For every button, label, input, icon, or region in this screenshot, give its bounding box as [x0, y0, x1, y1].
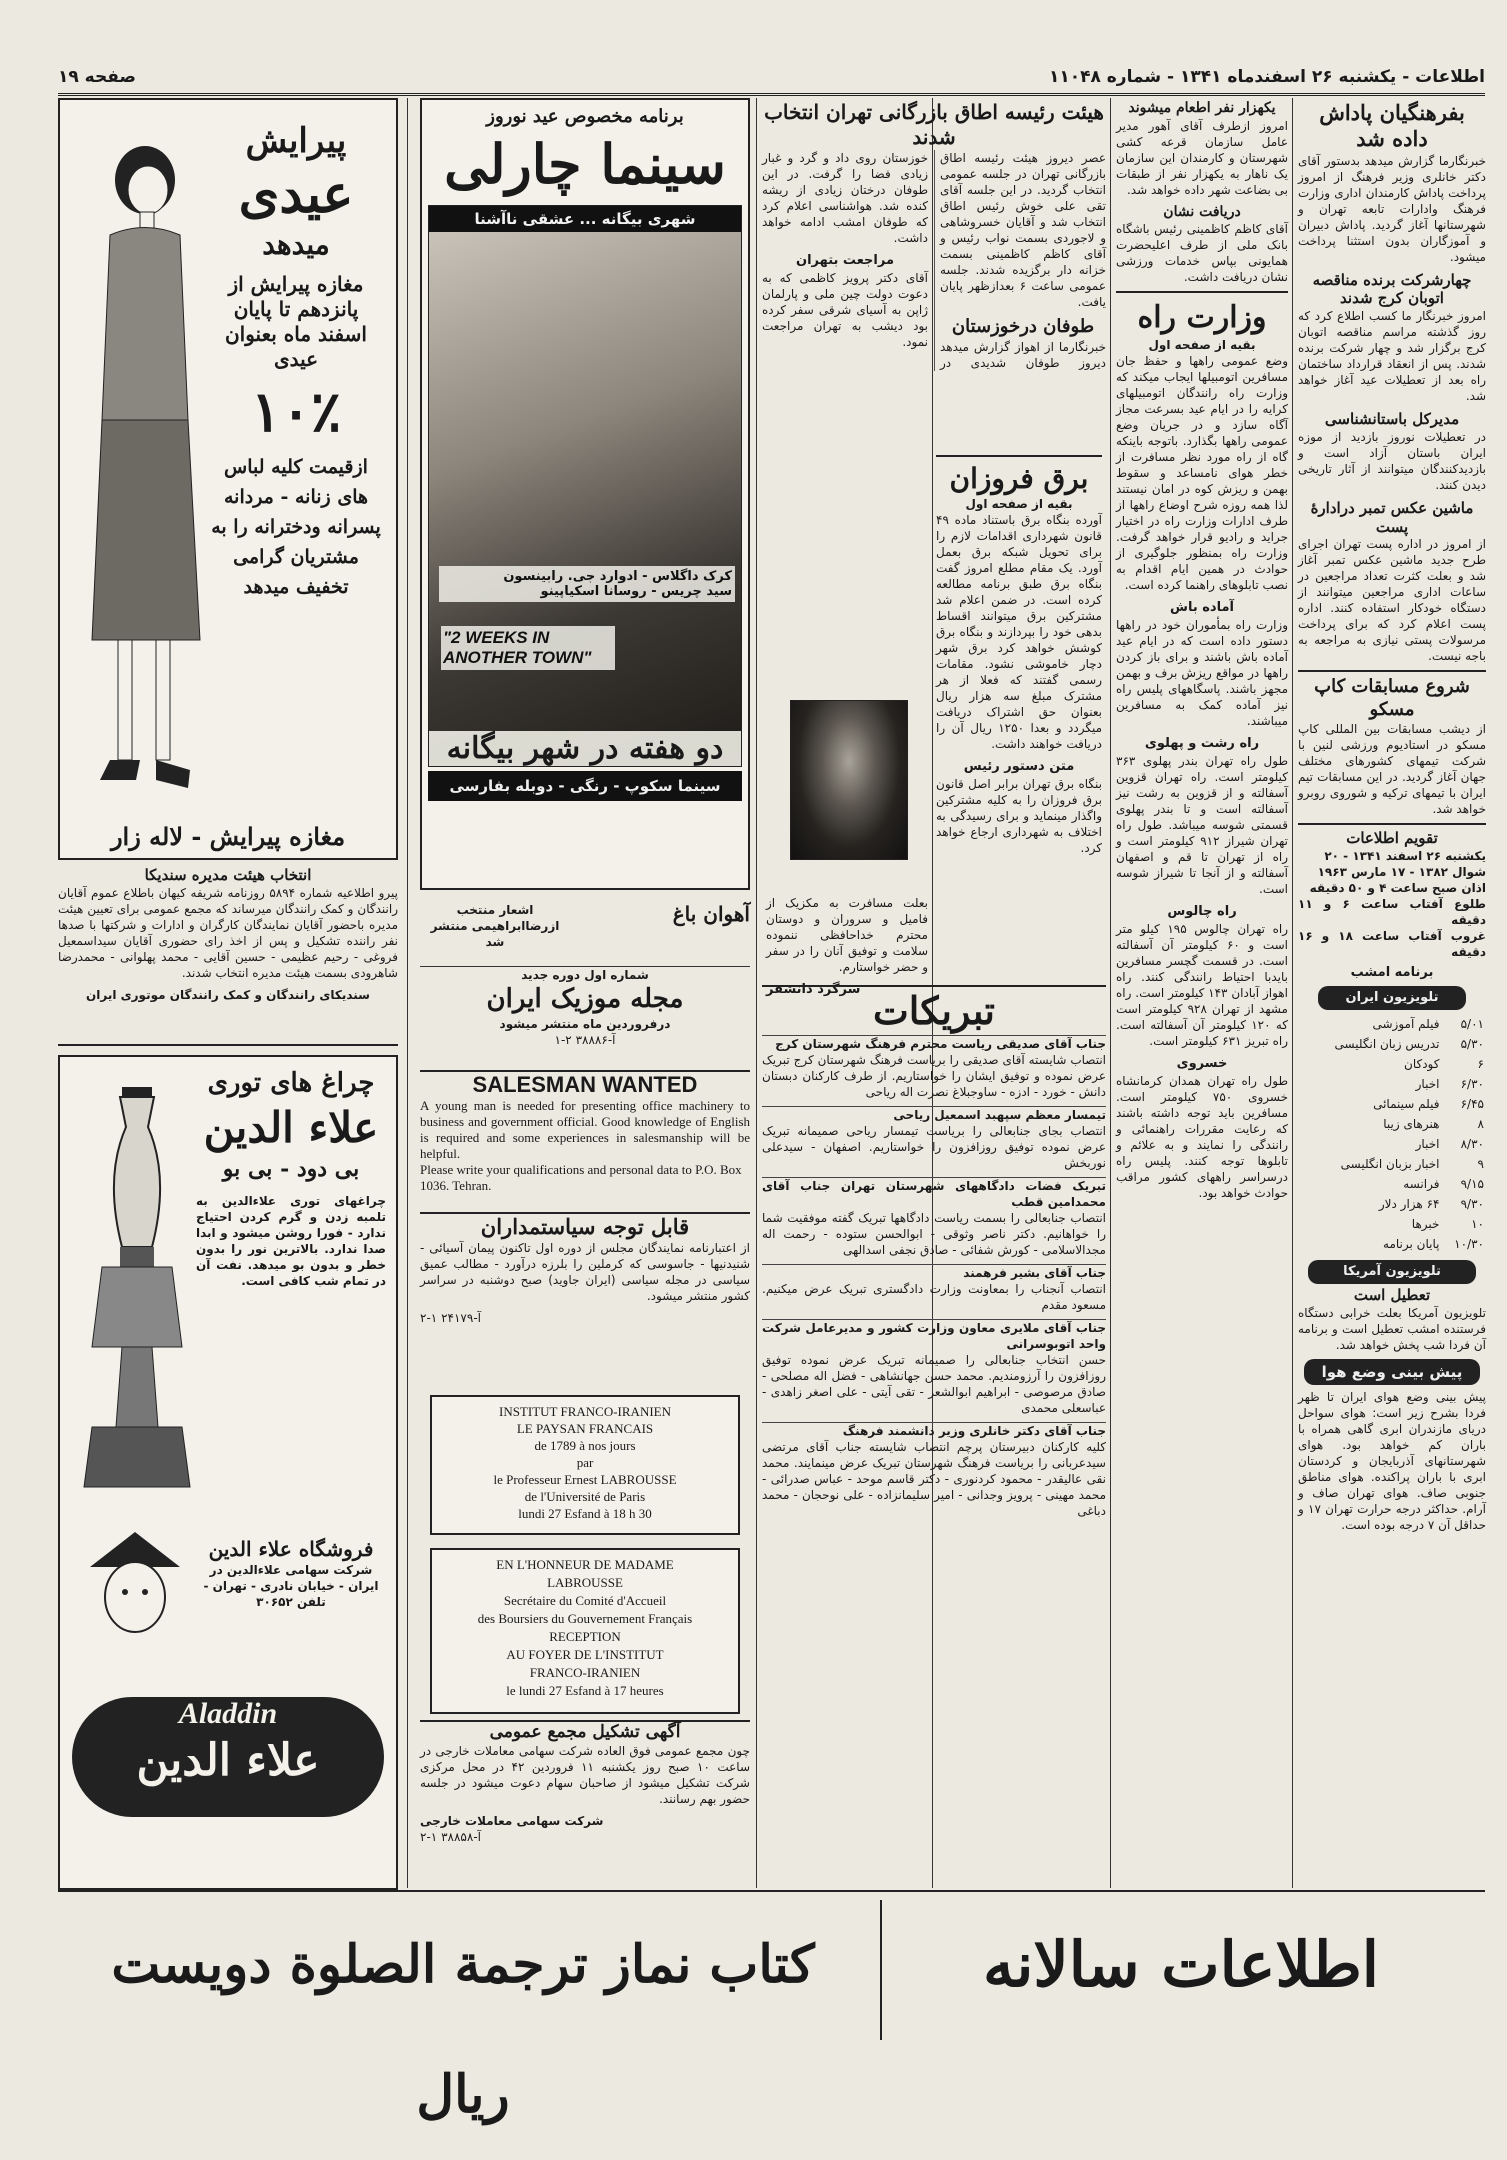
assembly-signer: شرکت سهامی معاملات خارجی [420, 1814, 604, 1829]
column-rule [1110, 98, 1111, 1888]
salon-footer: مغازه پیرایش - لاله زار [110, 822, 346, 851]
politicians-body: از اعتبارنامه نمایندگان مجلس از دوره اول تاکنون پیمان آسیائی - شنیدنیها - جاسوسی که کرملین را بلرزه درآورد - مطالب عمیق سیاسی در مجله سیاسی (ایران جاوید) صبح دوشنبه در سراسر کشور منتشر میشود. [420, 1241, 750, 1304]
headline: شروع مسابقات کاپ مسکو [1298, 670, 1486, 721]
institut-ad [430, 1395, 740, 1535]
article-body: خبرنگارما گزارش میدهد بدستور آقای دکتر خانلری وزیر فرهنگ از امروز پرداخت پاداش کارمندان اداری وزارت فرهنگ وادارات تابعه تهران و شهرستانها آغاز گردید. پاداش دبیران و آموزگاران بدون استثنا پرداخت میشود. [1298, 153, 1486, 264]
headline: ماشین عکس تمبر درادارهٔ پست [1310, 498, 1474, 536]
tabrik-body: انتصاب جنابعالی را بسمت ریاست دادگاهها تبریک گفته موفقیت شما را خواهانیم. دکتر ناصر وثوقی - ابوالحسن ستوده - رحمت اله مجدالاسلامی - کورش شفائی - صادق نجفی اسدالهی [762, 1210, 1106, 1257]
article-body: امروز ازطرف آقای آهور مدیر عامل سازمان قرعه کشی شهرستان و کارمندان این سازمان یک ناهار به یکهزار نفر از طبقات بی بضاعت شهر داده خواهد شد. [1116, 118, 1288, 197]
election-body: پیرو اطلاعیه شماره ۵۸۹۴ روزنامه شریفه کیهان باطلاع عموم آقایان رانندگان و کمک رانندگان میرساند که مجمع عمومی برای تعیین هیئت مدیره باحضور آقایان نمایندگان کارگران و ادارات و شرکتها با صدها نفر راننده تشکیل و پس از اخذ رای حضوری آقایان سیداسمعیل فروغی - رحیم عظیمی - حسین آقایی - محمد پهلوانی - محمدرضا شاهرودی بسمت هیئت مدیره انتخاب شدند. [58, 885, 398, 980]
article-body: آقای کاظم کاظمینی رئیس باشگاه بانک ملی از طرف اعلیحضرت همایونی بپاس خدمات ورزشی نشان دریافت داشت. [1116, 222, 1288, 284]
tabrik-head: جناب آقای دکتر خانلری وزیر دانشمند فرهنگ [762, 1422, 1106, 1439]
tabrik-head: جناب آقای ملایری معاون وزارت کشور و مدیرعامل شرکت واحد اتوبوسرانی [762, 1320, 1106, 1351]
calendar-line: یکشنبه ۲۶ اسفند ۱۳۴۱ - ۲۰ [1324, 849, 1486, 863]
cinema-ad [420, 98, 750, 890]
calendar-title: تقویم اطلاعات [1346, 829, 1438, 848]
headline: هیئت رئیسه اطاق بازرگانی تهران انتخاب شدند [764, 100, 1104, 149]
weather-badge: پیش بینی وضع هوا [1304, 1359, 1480, 1385]
headline: بفرهنگیان پاداش داده شد [1319, 100, 1465, 152]
page-number: صفحه ۱۹ [58, 66, 136, 87]
calendar-box [1298, 823, 1486, 960]
cinema-footer: سینما سکوپ - رنگی - دوبله بفارسی [428, 771, 742, 801]
tv-row: ۵/۰۱ فیلم آموزشی [1372, 1017, 1484, 1031]
article-body: تلویزیون آمریکا بعلت خرابی دستگاه فرستنده امشب تعطیل است و برنامه آن فردا شب پخش خواهد شد. [1298, 1305, 1486, 1352]
institut-line: de 1789 à nos jours [534, 1438, 636, 1453]
column-3-electric [932, 455, 1106, 1075]
headline: متن دستور رئیس [963, 759, 1075, 774]
cinema-title: سینما چارلی [444, 131, 726, 196]
aladdin-body: چراغهای توری علاءالدین به تلمبه زدن و گرم کردن احتیاج ندارد - فورا روشن میشود و ابدا صدا ندارد. بالاترین نور را بدون خطر و بدون بو میدهد. نفت آن در تمام شب کافی است. [196, 1194, 386, 1288]
headline: مراجعت بتهران [796, 253, 894, 268]
article-body: آورده بنگاه برق باستناد ماده ۴۹ قانون شهرداری اقدامات لازم را برای تحویل شبکه برق بعمل آورد. یک مقام مطلع امروز گفت بنگاه برق طبق برنامه مطالعه کرده است. در ضمن اعلام شد مشترکین برق میتوانند اقساط بدهی خود را بپردازند و بنگاه برق کوشش خواهد کرد برق شهر دچار خاموشی نشود. مقامات رسمی گفتند که فعلا از هر مشترک مبلغ سه هزار ریال بعنوان حق اشتراک دریافت میگردد و بعدا ۱۲۵۰ ریال آن را دریافت خواهند داشت. [936, 513, 1102, 751]
film-tagline: شهری بیگانه ... عشقی ناآشنا [429, 206, 741, 232]
article-body: وزارت راه بمأموران خود در راهها دستور داده است که در ایام عید آماده باش باشند و برای باز کردن راهها در مواقع ریزش برف و بهمن مجهز باشند. پاسگاههای پلیس راه نیز آماده کمک به مسافرین میباشند. [1116, 617, 1288, 728]
assembly-notice [420, 1720, 750, 1890]
tv-schedule [1298, 1014, 1486, 1254]
tv-row: ۸ هنرهای زیبا [1383, 1117, 1484, 1131]
tv-row: ۹/۱۵ فرانسه [1403, 1177, 1484, 1191]
tabrik-head: تیمسار معظم سپهبد اسمعیل ریاحی [762, 1106, 1106, 1123]
tabrik-body: انتصاب آنجناب را بمعاونت وزارت دادگستری تبریک عرض میکنیم. مسعود مقدم [762, 1281, 1106, 1312]
headline: چهارشرکت برنده مناقصه اتوبان کرج شدند [1312, 270, 1472, 308]
salon-desc2: ازقیمت کلیه لباس های زنانه - مردانه پسرانه ودخترانه را به مشتریان گرامی تخفیف میدهد [211, 455, 381, 598]
article-body: وضع عمومی راهها و حفظ جان مسافرین اتومبیلها ایجاب میکند که وزارت راه رانندگان اتومبیلهای کرایه را در ایام عید بسرعت مجاز آگاه سازد و در جریان وضع عمومی راهها بگذارد. باتوجه باینکه گاه از راه مورد نظر مسافرت از خطر هوای نامساعد و سقوط بهمن و ریزش کوه در امان نیستند لذا همه روزه شرح اوضاع راهها از طرف ادارات وزارت راه در اختیار جراید و رادیو قرار خواهد گرفت. وزارت راه بمنظور جلوگیری از حوادث در همین ایام اقدام به نصب تابلوهای راهنما کرده است. [1116, 353, 1288, 592]
calendar-line: غروب آفتاب ساعت ۱۸ و ۱۶ دقیقه [1298, 929, 1486, 959]
headline: خسروی [1176, 1055, 1228, 1071]
institut-line: lundi 27 Esfand à 18 h 30 [518, 1506, 652, 1521]
tabrik-head: جناب آقای صدیقی ریاست محترم فرهنگ شهرستان کرج [762, 1035, 1106, 1052]
portrait-photo [790, 700, 908, 860]
tv-row: ۹/۳۰ ۶۴ هزار دلار [1378, 1197, 1484, 1211]
election-notice [58, 866, 398, 1046]
article-body: طول راه تهران بندر پهلوی ۳۶۳ کیلومتر است. راه تهران قزوین آسفالته و از قزوین به رشت نیز آسفالته است و تا بندر پهلوی قسمتی شوسه میباشد. طول راه تهران شیراز ۹۱۲ کیلومتر است و راه از تهران تا قم و اصفهان آسفالته و از آنجا تا شیراز شوسه است. [1116, 753, 1288, 896]
poetry-title: آهوان باغ [672, 902, 750, 926]
honneur-line: EN L'HONNEUR DE MADAME [496, 1557, 674, 1572]
salon-desc: مغازه پیرایش از پانزدهم تا پایان اسفند ماه بعنوان عیدی [224, 271, 367, 371]
article-body: راه تهران چالوس ۱۹۵ کیلو متر است و ۶۰ کیلومتر آن آسفالته است. در قسمت گچسر مسافرین بایدبا احتیاط رانندگی کنند. راه اهواز آبادان ۱۴۳ کیلومتر است. راه مشهد از تهران ۹۲۸ کیلومتر است که ۱۲۰ کیلومتر آن آسفالته است. راه تبریز ۶۳۱ کیلومتر است. [1116, 921, 1288, 1048]
tabrik-head: جناب آقای بشیر فرهمند [762, 1264, 1106, 1281]
magazine-first-issue: شماره اول دوره جدید [521, 968, 649, 982]
election-title: انتخاب هیئت مدیره سندیکا [144, 866, 312, 884]
film-title-fa: دو هفته در شهر بیگانه [429, 731, 741, 766]
tv-row: ۱۰ خبرها [1411, 1217, 1484, 1231]
salesman-contact: Please write your qualifications and personal data to P.O. Box 1036. Tehran. [420, 1162, 742, 1193]
magazine-code: آ-۳۸۸۸۶ ۲-۱ [554, 1032, 616, 1047]
tv-row: ۶ کودکان [1404, 1057, 1484, 1071]
headline: برق فروزان [936, 455, 1102, 496]
salon-verb: میدهد [262, 227, 330, 261]
honneur-line: des Boursiers du Gouvernement Français [477, 1611, 693, 1626]
magazine-date: درفروردین ماه منتشر میشود [499, 1016, 671, 1031]
headline: راه رشت و پهلوی [1144, 735, 1260, 751]
honneur-line: le lundi 27 Esfand à 17 heures [506, 1683, 664, 1698]
honneur-line: RECEPTION [549, 1629, 621, 1644]
assembly-body: چون مجمع عمومی فوق العاده شرکت سهامی معاملات خارجی در ساعت ۱۰ صبح روز یکشنبه ۱۱ فروردین ۴۲ در محل مرکزی شرکت تشکیل میشود از صاحبان سهام دعوت میشود در جلسه حضور بهم رسانند. [420, 1744, 751, 1807]
salesman-body: A young man is needed for presenting office machinery to business and government official. Good knowledge of English is required and some experiences in salesmanship will be helpful. [420, 1098, 750, 1161]
aladdin-shop-address: شرکت سهامی علاءالدین در ایران - خیابان نادری - تهران - تلفن ۳۰۶۵۲ [203, 1563, 379, 1609]
salon-ad [58, 98, 398, 860]
salon-percent: ۱۰٪ [250, 378, 342, 445]
salesman-ad [420, 1070, 750, 1208]
subheading: بقیه از صفحه اول [965, 497, 1073, 511]
institut-line: de l'Université de Paris [524, 1489, 646, 1504]
calendar-line: اذان صبح ساعت ۴ و ۵۰ دقیقه [1309, 881, 1486, 895]
article-body: از دیشب مسابقات بین المللی کاپ مسکو در استادیوم ورزشی لنین با شرکت تیمهای کشورهای مختلف جهان آغاز گردید. در این مسابقات تیم ایران با تیمهای ترکیه و شوروی روبرو خواهد شد. [1298, 722, 1486, 817]
prayer-book-ad: کتاب نماز ترجمة الصلوة دویست ریال [111, 1934, 815, 2125]
tabrik-body: انتصاب بجای جنابعالی را بریاست تیمسار ریاحی صمیمانه تبریک عرض نموده توفیق روزافزون را خواستاریم. اصفهان - سیدعلی نوربخش [762, 1123, 1106, 1170]
poetry-subtitle: اشعار منتخب ازرضاابراهیمی منتشر شد [430, 903, 560, 949]
headline: راه چالوس [1167, 903, 1237, 919]
cast-line: سید چریس - روسانا اسکیاپینو [540, 583, 732, 599]
article-body: امروز خبرنگار ما کسب اطلاع کرد که روز گذشته مراسم مناقصه اتوبان کرج برگزار شد و چهار شرکت برنده شدند. پس از انعقاد قرارداد ساختمان راه بعد از تعطیلات عید آغاز خواهد شد. [1298, 309, 1486, 403]
tv-row: ۵/۳۰ تدریس زبان انگلیسی [1334, 1037, 1484, 1051]
cinema-subtitle: برنامه مخصوص عید نوروز [486, 106, 684, 127]
tv-row: ۸/۳۰ اخبار [1415, 1137, 1484, 1151]
article-body: بنگاه برق تهران برابر اصل قانون برق فروزان را به کلیه مشترکین واگذار مینماید و برای رسیدگی به اختلاف به شهرداری ارجاع خواهد کرد. [936, 777, 1102, 855]
institut-line: LE PAYSAN FRANCAIS [516, 1421, 654, 1436]
signature: سرگرد دانشفر [766, 982, 861, 997]
aladdin-shop [196, 1537, 386, 1610]
poetry-ad [420, 902, 750, 966]
headline: دریافت نشان [1163, 203, 1241, 220]
honneur-ad [430, 1548, 740, 1714]
cast-line: کرک داگلاس - ادوارد جی. رابینسون [503, 568, 732, 584]
film-title-en: "2 WEEKS IN ANOTHER TOWN" [441, 626, 615, 670]
tv-row: ۶/۳۰ اخبار [1415, 1077, 1484, 1091]
music-magazine-ad [420, 966, 750, 1066]
aladdin-tag: بی دود - بی بو [222, 1155, 360, 1182]
institut-line: INSTITUT FRANCO-IRANIEN [498, 1404, 671, 1419]
film-cast [439, 566, 735, 602]
headline: آماده باش [1170, 599, 1234, 615]
politicians-code: آ-۲۴۱۷۹ ۱-۲ [420, 1311, 481, 1326]
salon-text [206, 120, 386, 602]
politicians-ad [420, 1212, 750, 1388]
tabrikat-section [762, 985, 1106, 1875]
subheading: بقیه از صفحه اول [1148, 337, 1256, 352]
tabrik-head: تبریک فضات دادگاههای شهرستان تهران جناب آقای محمدامین قطب [762, 1178, 1106, 1209]
column-2 [1116, 100, 1288, 1890]
fashion-model-illustration [70, 120, 220, 810]
bottom-rule [58, 1890, 1485, 1892]
honneur-line: LABROUSSE [547, 1575, 623, 1590]
tv-america-badge: تلویزیون آمریکا [1308, 1260, 1476, 1284]
tv-iran-badge: تلویزیون ایران [1318, 986, 1466, 1010]
column-1 [1298, 100, 1486, 1890]
annual-ad: اطلاعات سالانه [880, 1900, 1480, 2040]
column-rule [756, 98, 757, 1888]
tv-row: ۶/۴۵ فیلم سینمائی [1373, 1097, 1484, 1111]
headline: وزارت راه [1116, 291, 1288, 337]
column-rule [407, 98, 408, 1888]
tabrikat-title: تبریکات [873, 988, 995, 1033]
calendar-line: شوال ۱۳۸۲ - ۱۷ مارس ۱۹۶۳ [1317, 865, 1486, 879]
honneur-line: AU FOYER DE L'INSTITUT [506, 1647, 664, 1662]
tv-row: ۹ اخبار بزبان انگلیسی [1340, 1157, 1484, 1171]
headline: تعطیل است [1353, 1286, 1431, 1304]
aladdin-ad [58, 1055, 398, 1890]
aladdin-logo [72, 1697, 384, 1817]
tabrik-body: کلیه کارکنان دبیرستان پرچم انتصاب شایسته جناب آقای مرتضی سیدعربانی را بریاست فرهنگ شهرستان تبریک عرض مینمایند. محمد نقی عالیقدر - محمود کردنوری - دکتر قاسم موحد - عباس صدرائی - محمد مهینی - پرویز وجدانی - امیر سلیمانزاده - علی نوحجان - محمد دباغی [762, 1439, 1106, 1518]
politicians-title: قابل توجه سیاستمداران [480, 1214, 690, 1239]
article-body: آقای دکتر پرویز کاظمی که به دعوت دولت چین ملی و پارلمان ژاپن به آسیای شرقی سفر کرده بود دیشب به تهران مراجعت نمود. [762, 271, 928, 349]
tabrik-body: انتصاب شایسته آقای صدیقی را بریاست فرهنگ شهرستان کرج تبریک عرض نموده و توفیق ایشان را خواستاریم. از طرف کارکنان دبستان دانش - خورد - ادزه - ساوجبلاغ نصرت اله ریاحی [762, 1052, 1106, 1099]
aladdin-text [196, 1067, 386, 1295]
issue-info: اطلاعات - یکشنبه ۲۶ اسفندماه ۱۳۴۱ - شماره ۱۱۰۴۸ [1048, 66, 1485, 87]
assembly-title: آگهی تشکیل مجمع عمومی [489, 1722, 681, 1742]
election-signer: سندیکای رانندگان و کمک رانندگان موتوری ایران [86, 987, 370, 1002]
aladdin-logo-en: Aladdin [178, 1697, 278, 1730]
headline: طوفان درخوزستان [951, 316, 1095, 337]
article-body: در تعطیلات نوروز بازدید از موزه ایران باستان آزاد است و بازدیدکنندگان میتوانند از آثار تاریخی دیدن کنند. [1298, 429, 1486, 492]
masthead [58, 60, 1485, 96]
salon-title-big: عیدی [238, 163, 354, 225]
tabrik-body: حسن انتخاب جنابعالی را صمیمانه تبریک عرض نموده توفیق روزافزون را آرزومندیم. محمد حسن جهانشاهی - فضل اله مصلحی - صادق مرصوصی - ابراهیم ابوالشعر - تقی آیتی - علی اصغر زاهدی - عباسعلی محمدی [762, 1352, 1106, 1415]
honneur-line: FRANCO-IRANIEN [529, 1665, 641, 1680]
aladdin-shop-name: فروشگاه علاء الدین [208, 1537, 374, 1561]
genie-illustration [80, 1527, 190, 1647]
institut-line: le Professeur Ernest LABROUSSE [493, 1472, 677, 1487]
column-rule [1292, 98, 1293, 1888]
article-body: طول راه تهران همدان کرمانشاه خسروی ۷۵۰ کیلومتر است. مسافرین باید توجه داشته باشند که رعایت مقررات راهنمائی و رانندگی را نمایند و به علائم و تابلوها توجه کنند. پلیس راه درسراسر راههای کشور مراقب حوادث خواهد بود. [1116, 1073, 1289, 1200]
headline: یکهزار نفر اطعام میشوند [1128, 100, 1276, 116]
tv-row: ۱۰/۳۰ پایان برنامه [1383, 1237, 1484, 1251]
article-body: از امروز در اداره پست تهران اجرای طرح جدید ماشین عکس تمبر آغاز شد و بعلت کثرت تعداد مراجعین در ساعات اداری مراجعین میتوانند از دستگاه خودکار استفاده کنند. اداره پست اعلام کرد که برای پرداخت مرسولات پستی نیازی به مراجعه به باجه نیست. [1298, 537, 1486, 664]
lamp-illustration [82, 1087, 192, 1507]
article-body: پیش بینی وضع هوای ایران تا ظهر فردا بشرح زیر است: هوای سواحل دریای مازندران ابری گاهی همراه با باران کم خواهد بود. هوای شهرستانهای آذربایجان و کردستان ابری با باران پراکنده. هوای مناطق جنوبی صاف. هوای تهران صاف و آرام. حداکثر درجه حرارت تهران ۱۷ و حداقل آن ۷ درجه بوده است. [1298, 1389, 1486, 1532]
tv-heading: برنامه امشب [1350, 965, 1434, 980]
article-body: عصر دیروز هیئت رئیسه اطاق بازرگانی تهران در جلسه عمومی انتخاب گردید. در این جلسه آقای تقی علی خوش رئیس اطاق انتخاب شد و آقایان خسروشاهی و لاجوردی بسمت نواب رئیس و آقای کاظم کاظمینی بسمت خزانه دار برگزیده شدند. جلسه عمومی ساعت ۶ بعدازظهر پایان یافت. [940, 151, 1106, 309]
article-body: بعلت مسافرت به مکزیک از فامیل و سروران و دوستان محترم خداحافظی ننموده سلامت و توفیق آنان را در سفر و حضر خواستارم. [766, 896, 928, 974]
salon-title-small: پیرایش [245, 121, 347, 161]
aladdin-logo-fa: علاء الدین [136, 1735, 320, 1786]
institut-line: par [576, 1455, 594, 1470]
aladdin-title-small: چراغ های توری [207, 1068, 375, 1098]
magazine-title: مجله موزیک ایران [486, 984, 684, 1014]
aladdin-title-big: علاء الدین [203, 1102, 379, 1152]
honneur-line: Secrétaire du Comité d'Accueil [503, 1593, 667, 1608]
article-columns [762, 150, 1106, 371]
assembly-code: آ-۳۸۸۵۸ ۱-۲ [420, 1830, 481, 1845]
salesman-title: SALESMAN WANTED [472, 1072, 698, 1097]
headline: مدیرکل باستانشناسی [1324, 410, 1460, 428]
article-body: خبرنگارما از اهواز گزارش میدهد دیروز طوفان شدیدی در خوزستان روی داد و گرد و غبار زیادی فضا را گرفت. در این طوفان درختان زیادی از ریشه کنده شد. هواشناسی اعلام کرد که طوفان امشب ادامه خواهد داشت. [762, 151, 1106, 370]
film-poster [428, 205, 742, 767]
calendar-line: طلوع آفتاب ساعت ۶ و ۱۱ دقیقه [1298, 897, 1486, 927]
